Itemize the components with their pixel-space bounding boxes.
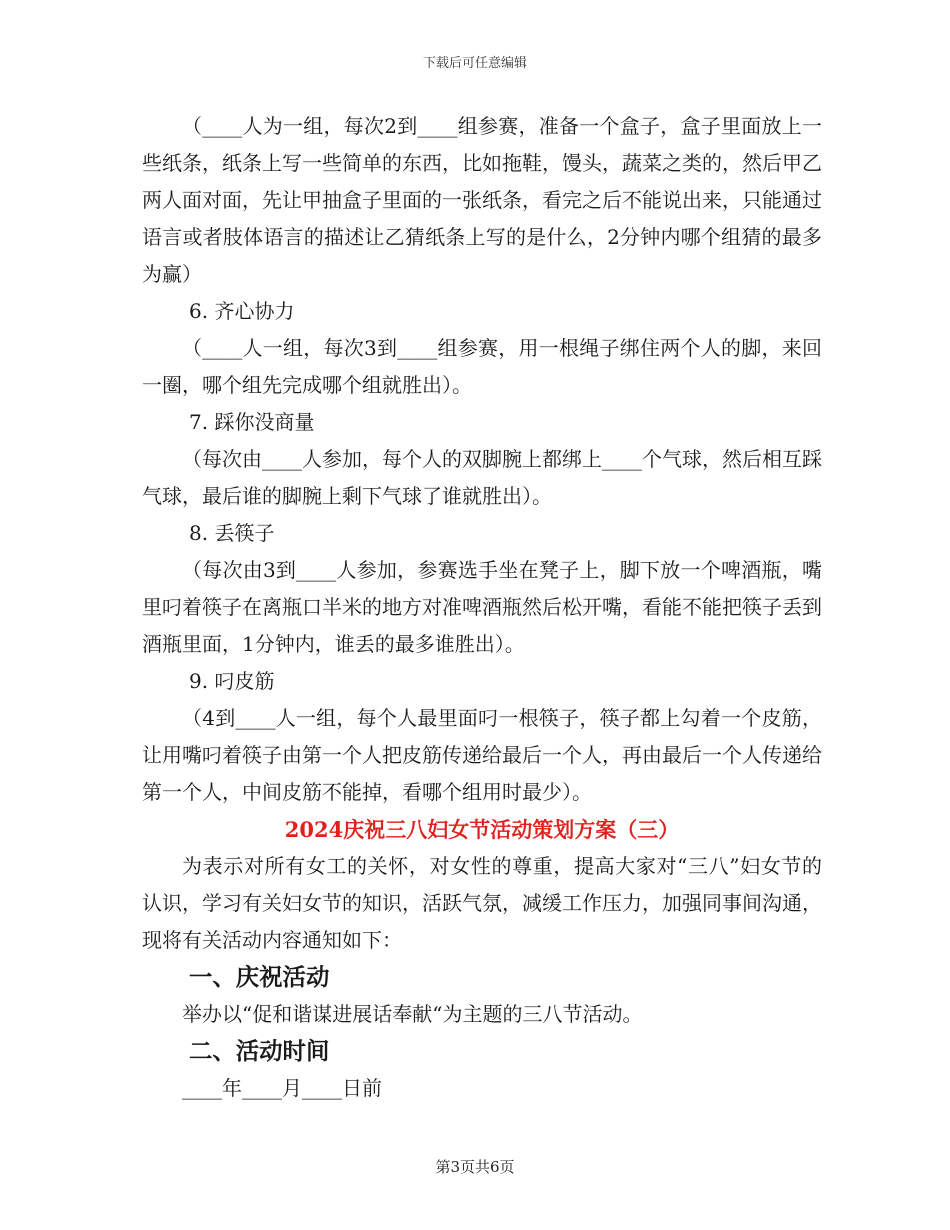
item-9-title: 9. 叼皮筋 xyxy=(189,669,275,693)
item-9-body: （4到____人一组，每个人最里面叼一根筷子，筷子都上勾着一个皮筋，让用嘴叼着筷子由第一个人把皮筋传递给最后一个人，再由最后一个人传递给第一个人，中间皮筋不能掉，看哪个组用时最少）。 xyxy=(142,706,822,804)
celebration-body: 举办以“促和谐谋进展话奉献“为主题的三八节活动。 xyxy=(182,1002,643,1026)
game-description-paragraph: （____人为一组，每次2到____组参赛，准备一个盒子，盒子里面放上一些纸条，纸条上写一些简单的东西，比如拖鞋，馒头，蔬菜之类的，然后甲乙两人面对面，先让甲抽盒子里面的一张纸条，看完之后不能说出来，只能通过语言或者肢体语言的描述让乙猜纸条上写的是什么，2分钟内哪个组猜的最多为赢） xyxy=(142,114,822,286)
item-8-body: （每次由3到____人参加，参赛选手坐在凳子上，脚下放一个啤酒瓶，嘴里叼着筷子在离瓶口半米的地方对准啤酒瓶然后松开嘴，看能不能把筷子丢到酒瓶里面，1分钟内，谁丢的最多谁胜出）。 xyxy=(142,558,822,656)
page-number: 第3页共6页 xyxy=(435,1158,515,1176)
intro-paragraph: 为表示对所有女工的关怀，对女性的尊重，提高大家对“三八”妇女节的认识，学习有关妇女节的知识，活跃气氛，减缓工作压力，加强同事间沟通，现将有关活动内容通知如下： xyxy=(142,854,822,952)
document-title: 2024庆祝三八妇女节活动策划方案（三） xyxy=(284,817,680,842)
item-6-title: 6. 齐心协力 xyxy=(189,299,295,323)
section-heading-time: 二、活动时间 xyxy=(189,1037,330,1065)
time-body: ____年____月____日前 xyxy=(182,1076,382,1100)
page-header: 下载后可任意编辑 xyxy=(422,56,527,71)
item-7-body: （每次由____人参加，每个人的双脚腕上都绑上____个气球，然后相互踩气球，最后谁的脚腕上剩下气球了谁就胜出）。 xyxy=(142,447,822,508)
item-7-title: 7. 踩你没商量 xyxy=(189,410,315,434)
section-heading-celebration: 一、庆祝活动 xyxy=(189,963,330,991)
document-body xyxy=(142,108,822,1107)
item-6-body: （____人一组，每次3到____组参赛，用一根绳子绑住两个人的脚，来回一圈，哪个组先完成哪个组就胜出）。 xyxy=(142,336,822,397)
item-8-title: 8. 丢筷子 xyxy=(189,521,275,545)
